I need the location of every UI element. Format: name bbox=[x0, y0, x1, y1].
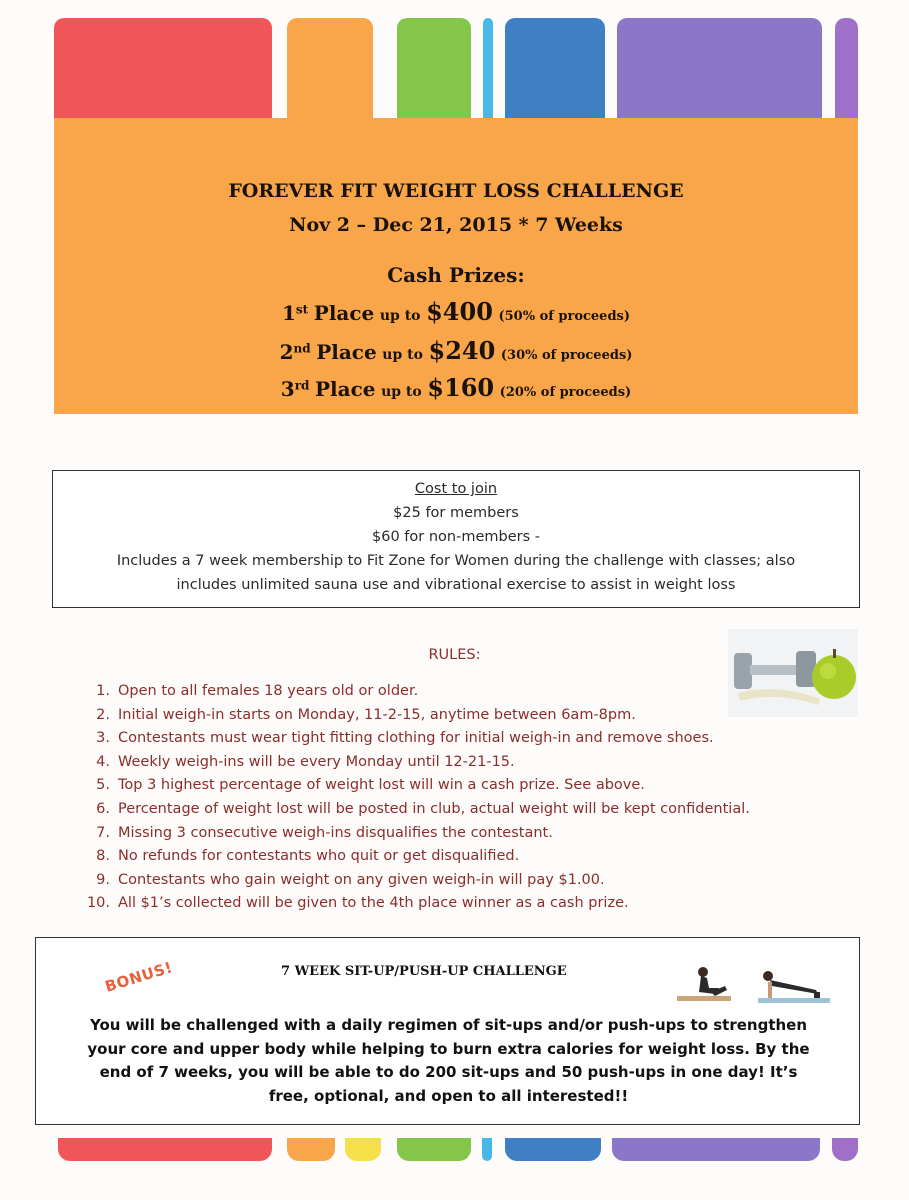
rules-list bbox=[80, 680, 750, 916]
prizes-heading: Cash Prizes: bbox=[387, 263, 525, 287]
bar-red bbox=[54, 18, 272, 118]
list-item bbox=[80, 774, 750, 798]
rule-text: No refunds for contestants who quit or get disqualified. bbox=[118, 848, 520, 865]
rule-number: 6. bbox=[96, 800, 110, 817]
bonus-box bbox=[35, 937, 860, 1125]
rule-text: Top 3 highest percentage of weight lost will win a cash prize. See above. bbox=[118, 777, 645, 794]
rule-number: 1. bbox=[96, 683, 110, 699]
cost-heading: Cost to join bbox=[414, 481, 498, 497]
bonus-line-4: free, optional, and open to all interested!! bbox=[268, 1086, 629, 1105]
rule-number: 2. bbox=[96, 706, 110, 723]
rule-number: 4. bbox=[96, 753, 110, 770]
bottom-bar-cyan bbox=[482, 1138, 492, 1161]
bonus-title: 7 WEEK SIT-UP/PUSH-UP CHALLENGE bbox=[281, 964, 567, 979]
bonus-line-1: You will be challenged with a daily regimen of sit-ups and/or push-ups to strengthen bbox=[89, 1016, 808, 1034]
bonus-line-3: end of 7 weeks, you will be able to do 200 sit-ups and 50 push-ups in one day! It’s bbox=[99, 1063, 798, 1081]
prize-up-to: up to bbox=[382, 347, 423, 363]
bonus-stamp: BONUS! bbox=[102, 958, 175, 996]
list-item bbox=[80, 751, 750, 775]
prize-place-label: Place bbox=[316, 340, 377, 364]
list-item bbox=[80, 704, 750, 728]
bottom-bar-red bbox=[58, 1138, 272, 1161]
list-item bbox=[80, 727, 750, 751]
prize-amount: $160 bbox=[427, 373, 495, 402]
rule-number: 7. bbox=[96, 824, 110, 841]
list-item bbox=[80, 798, 750, 822]
rule-number: 9. bbox=[96, 871, 110, 888]
cost-box bbox=[52, 470, 860, 608]
prize-amount: $240 bbox=[428, 336, 496, 365]
bottom-bar-blue bbox=[505, 1138, 601, 1161]
bottom-bar-orange bbox=[287, 1138, 335, 1161]
prize-note: (50% of proceeds) bbox=[498, 309, 631, 324]
bar-blue bbox=[505, 18, 605, 118]
cost-includes-line-2: includes unlimited sauna use and vibrational exercise to assist in weight loss bbox=[176, 577, 736, 593]
list-item bbox=[80, 845, 750, 869]
prize-place-label: Place bbox=[313, 301, 375, 325]
rule-number: 5. bbox=[96, 777, 110, 794]
prize-up-to: up to bbox=[379, 308, 421, 324]
list-item bbox=[80, 869, 750, 893]
rule-number: 10. bbox=[86, 895, 110, 912]
prize-place-suffix: rd bbox=[294, 378, 310, 393]
cost-includes-line-1: Includes a 7 week membership to Fit Zone for Women during the challenge with classes; also bbox=[116, 553, 796, 569]
bonus-line-2: your core and upper body while helping to burn extra calories for weight loss. By the bbox=[87, 1039, 810, 1058]
situp-image bbox=[675, 964, 733, 1004]
page-title: FOREVER FIT WEIGHT LOSS CHALLENGE bbox=[228, 180, 684, 202]
prize-row-3 bbox=[54, 373, 858, 402]
prize-note: (20% of proceeds) bbox=[499, 385, 632, 400]
bottom-bar-violet bbox=[832, 1138, 858, 1161]
prize-place-number: 3 bbox=[280, 377, 295, 401]
bottom-bar-purple bbox=[612, 1138, 820, 1161]
bottom-bar-green bbox=[397, 1138, 471, 1161]
pushup-image bbox=[754, 966, 834, 1006]
bar-orange-top bbox=[287, 18, 373, 118]
rule-text: Weekly weigh-ins will be every Monday until 12-21-15. bbox=[118, 753, 515, 770]
rule-text: Contestants must wear tight fitting clothing for initial weigh-in and remove shoes. bbox=[118, 730, 714, 747]
prize-place-suffix: nd bbox=[293, 341, 311, 356]
cost-non-members: $60 for non-members - bbox=[372, 529, 540, 545]
rule-text: Missing 3 consecutive weigh-ins disqualifies the contestant. bbox=[118, 824, 553, 841]
rule-text: Percentage of weight lost will be posted in club, actual weight will be kept confidential. bbox=[118, 800, 750, 817]
challenge-dates: Nov 2 – Dec 21, 2015 * 7 Weeks bbox=[289, 214, 623, 236]
list-item bbox=[80, 892, 750, 916]
list-item bbox=[80, 680, 750, 704]
prize-place-label: Place bbox=[314, 377, 376, 401]
bottom-bar-yellow bbox=[345, 1138, 381, 1161]
prize-place-suffix: st bbox=[295, 302, 309, 317]
prize-place-number: 1 bbox=[281, 301, 296, 325]
rules-title: RULES: bbox=[428, 647, 481, 663]
bar-violet bbox=[835, 18, 858, 118]
prize-up-to: up to bbox=[381, 384, 422, 400]
bar-purple bbox=[617, 18, 822, 118]
rule-number: 8. bbox=[96, 848, 110, 865]
prize-note: (30% of proceeds) bbox=[500, 348, 633, 363]
bonus-description bbox=[46, 1014, 851, 1108]
rule-text: Initial weigh-in starts on Monday, 11-2-15, anytime between 6am-8pm. bbox=[118, 706, 636, 723]
rule-text: Contestants who gain weight on any given weigh-in will pay $1.00. bbox=[118, 871, 605, 888]
list-item bbox=[80, 822, 750, 846]
cost-members: $25 for members bbox=[393, 505, 519, 521]
rule-text: Open to all females 18 years old or older. bbox=[118, 683, 419, 699]
prize-row-1 bbox=[54, 297, 858, 326]
prize-place-number: 2 bbox=[279, 340, 294, 364]
prize-row-2 bbox=[54, 336, 858, 365]
rule-number: 3. bbox=[96, 730, 110, 747]
rule-text: All $1’s collected will be given to the 4th place winner as a cash prize. bbox=[118, 895, 629, 912]
prize-amount: $400 bbox=[426, 297, 493, 326]
